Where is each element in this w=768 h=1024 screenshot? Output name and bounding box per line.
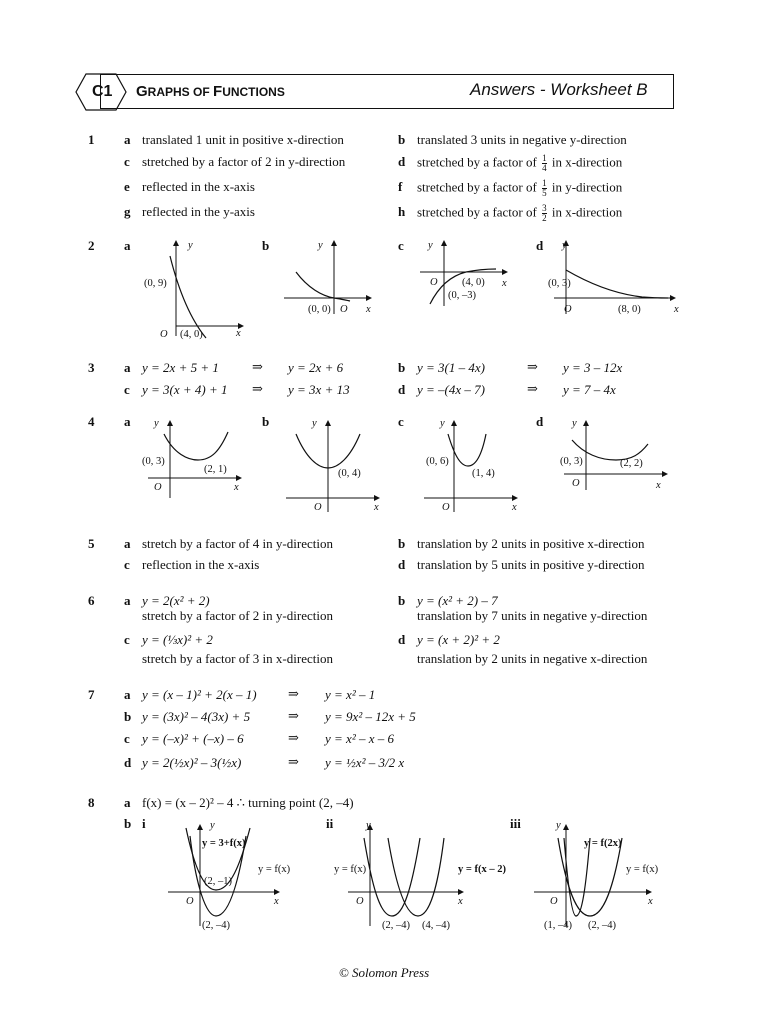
q7-c-arrow: ⇒ [288,730,299,745]
q8ii-point-1: (2, –4) [382,920,410,931]
q2-letter-b: b [262,238,270,253]
q8-a-text: f(x) = (x – 2)² – 4 ∴ turning point (2, –4) [142,795,354,810]
q1-g-text: reflected in the y-axis [142,204,255,219]
q2d-y-label: y [562,240,567,251]
q6-a-desc: stretch by a factor of 2 in y-direction [142,608,333,623]
q4-number: 4 [88,414,95,429]
q8i-fx-label: y = f(x) [258,864,291,875]
q3-d-arrow: ⇒ [527,381,538,396]
q7-letter-d: d [124,755,132,770]
q1-letter-h: h [398,204,406,219]
q7-letter-a: a [124,687,131,702]
q7-c-left: y = (–x)² + (–x) – 6 [142,731,244,746]
q8iii-fx-label: y = f(x) [626,864,659,875]
q7-a-right: y = x² – 1 [325,687,376,702]
q7-d-arrow: ⇒ [288,754,299,769]
q1-letter-a: a [124,132,131,147]
q8i-point-2: (2, –4) [202,920,230,931]
q8-letter-b: b [124,816,132,831]
q2a-point-2: (4, 0) [180,329,203,340]
svg-text:x: x [656,480,661,491]
q1-d-text: stretched by a factor of $\frac{1}{4}$ in x-direction [417,153,623,173]
q3-c-arrow: ⇒ [252,381,263,396]
svg-text:y: y [366,820,371,831]
svg-text:O: O [154,482,162,493]
q4a-graph [140,414,250,504]
q6-b-eq: y = (x² + 2) – 7 [417,593,498,608]
q3-a-arrow: ⇒ [252,359,263,374]
q2a-point-1: (0, 9) [144,278,167,289]
q3-letter-b: b [398,360,406,375]
q6-d-eq: y = (x + 2)² + 2 [417,632,500,647]
svg-text:y: y [210,820,215,831]
q7-letter-c: c [124,731,130,746]
q2-letter-d: d [536,238,544,253]
q2d-point-2: (8, 0) [618,304,641,315]
q5-number: 5 [88,536,95,551]
q2c-x-label: x [502,278,507,289]
q7-b-left: y = (3x)² – 4(3x) + 5 [142,709,251,724]
q4c-point-2: (1, 4) [472,468,495,479]
svg-text:x: x [512,502,517,513]
q2c-origin: O [430,277,438,288]
q2c-point-1: (4, 0) [462,277,485,288]
q8ii-point-2: (4, –4) [422,920,450,931]
q7-b-arrow: ⇒ [288,708,299,723]
q2a-y-label: y [188,240,193,251]
q2-letter-c: c [398,238,404,253]
q1-letter-d: d [398,154,406,169]
q4c-graph [420,414,530,514]
q8iii-top-label: y = f(2x) [584,838,622,849]
q4a-point-2: (2, 1) [204,464,227,475]
q2c-graph [416,236,526,316]
svg-text:x: x [274,896,279,907]
q3-c-left: y = 3(x + 4) + 1 [142,382,228,397]
svg-text:y: y [154,418,159,429]
q1-a-text: translated 1 unit in positive x-direction [142,132,344,147]
svg-text:y: y [572,418,577,429]
q4c-point-1: (0, 6) [426,456,449,467]
header-title: GRAPHS OF FUNCTIONS [136,83,285,100]
q5-d-text: translation by 5 units in positive y-direction [417,557,645,572]
q8-part-i: i [142,816,146,831]
q4-letter-a: a [124,414,131,429]
svg-text:y: y [312,418,317,429]
q1-letter-b: b [398,132,406,147]
q1-letter-f: f [398,179,403,194]
q4d-point-2: (2, 2) [620,458,643,469]
q1-letter-g: g [124,204,131,219]
svg-text:O: O [442,502,450,513]
q1-letter-c: c [124,154,130,169]
q3-letter-d: d [398,382,406,397]
q7-b-right: y = 9x² – 12x + 5 [325,709,416,724]
q2b-origin: O [340,304,348,315]
q6-a-eq: y = 2(x² + 2) [142,593,210,608]
svg-text:O: O [572,478,580,489]
q1-f-text: stretched by a factor of $\frac{1}{5}$ in y-direction [417,178,623,198]
q2-letter-a: a [124,238,131,253]
q7-number: 7 [88,687,95,702]
q3-c-right: y = 3x + 13 [288,382,350,397]
q3-b-right: y = 3 – 12x [563,360,623,375]
q2a-graph [140,236,250,346]
q2c-y-label: y [428,240,433,251]
q1-e-text: reflected in the x-axis [142,179,255,194]
q1-letter-e: e [124,179,130,194]
q8iii-point-1: (1, –4) [544,920,572,931]
q3-letter-c: c [124,382,130,397]
q8-number: 8 [88,795,95,810]
q7-d-right: y = ½x² – 3/2 x [325,755,405,770]
svg-text:y: y [440,418,445,429]
q2a-x-label: x [236,328,241,339]
svg-text:x: x [458,896,463,907]
q4b-point-1: (0, 4) [338,468,361,479]
q6-c-desc: stretch by a factor of 3 in x-direction [142,651,333,666]
q2d-x-label: x [674,304,679,315]
q4d-graph [560,414,680,494]
q2a-origin: O [160,329,168,340]
q1-b-text: translated 3 units in negative y-direction [417,132,627,147]
svg-text:O: O [314,502,322,513]
q6-letter-d: d [398,632,406,647]
q7-a-arrow: ⇒ [288,686,299,701]
q4-letter-c: c [398,414,404,429]
q5-letter-d: d [398,557,406,572]
header-answers: Answers - Worksheet B [470,80,648,99]
q3-number: 3 [88,360,95,375]
q8-part-ii: ii [326,816,334,831]
q5-letter-c: c [124,557,130,572]
q2b-graph [280,236,390,326]
q2c-point-2: (0, –3) [448,290,476,301]
q2b-x-label: x [366,304,371,315]
q5-a-text: stretch by a factor of 4 in y-direction [142,536,333,551]
q3-b-arrow: ⇒ [527,359,538,374]
q2d-origin: O [564,304,572,315]
q3-d-right: y = 7 – 4x [563,382,616,397]
q8-part-iii: iii [510,816,521,831]
svg-text:O: O [550,896,558,907]
q2d-graph [550,236,684,326]
q2-number: 2 [88,238,95,253]
q2d-point-1: (0, 3) [548,278,571,289]
q5-letter-a: a [124,536,131,551]
q5-c-text: reflection in the x-axis [142,557,260,572]
svg-text:y: y [556,820,561,831]
q7-c-right: y = x² – x – 6 [325,731,394,746]
q1-c-text: stretched by a factor of 2 in y-direction [142,154,346,169]
svg-text:O: O [356,896,364,907]
q3-a-right: y = 2x + 6 [288,360,344,375]
q8ii-fx-label: y = f(x) [334,864,367,875]
q5-b-text: translation by 2 units in positive x-direction [417,536,645,551]
q3-b-left: y = 3(1 – 4x) [417,360,485,375]
q6-letter-b: b [398,593,406,608]
q4a-point-1: (0, 3) [142,456,165,467]
svg-text:x: x [374,502,379,513]
q7-a-left: y = (x – 1)² + 2(x – 1) [142,687,257,702]
q4-letter-d: d [536,414,544,429]
q5-letter-b: b [398,536,406,551]
q4b-graph [282,414,392,514]
q4-letter-b: b [262,414,270,429]
q6-b-desc: translation by 7 units in negative y-direction [417,608,648,623]
q6-c-eq: y = (⅓x)² + 2 [142,632,213,647]
q8iii-point-2: (2, –4) [588,920,616,931]
q8iii-graph [530,816,700,936]
header-code: C1 [92,83,113,100]
q6-letter-c: c [124,632,130,647]
svg-text:x: x [234,482,239,493]
svg-text:O: O [186,896,194,907]
q6-letter-a: a [124,593,131,608]
q3-a-left: y = 2x + 5 + 1 [142,360,219,375]
q1-h-text: stretched by a factor of $\frac{3}{2}$ in x-direction [417,203,623,223]
q8i-graph [164,816,324,936]
q8i-top-label: y = 3+f(x) [202,838,246,849]
q8i-point-1: (2, –1) [204,876,232,887]
q1-number: 1 [88,132,95,147]
q3-d-left: y = –(4x – 7) [417,382,485,397]
q4d-point-1: (0, 3) [560,456,583,467]
footer-copyright: © Solomon Press [338,965,430,980]
svg-text:x: x [648,896,653,907]
q6-number: 6 [88,593,95,608]
q6-d-desc: translation by 2 units in negative x-direction [417,651,648,666]
q8ii-graph [334,816,514,936]
q7-d-left: y = 2(½x)² – 3(½x) [142,755,242,770]
q2b-point-1: (0, 0) [308,304,331,315]
q3-letter-a: a [124,360,131,375]
q8-letter-a: a [124,795,131,810]
q8ii-top-label: y = f(x – 2) [458,864,506,875]
q2b-y-label: y [318,240,323,251]
q7-letter-b: b [124,709,132,724]
